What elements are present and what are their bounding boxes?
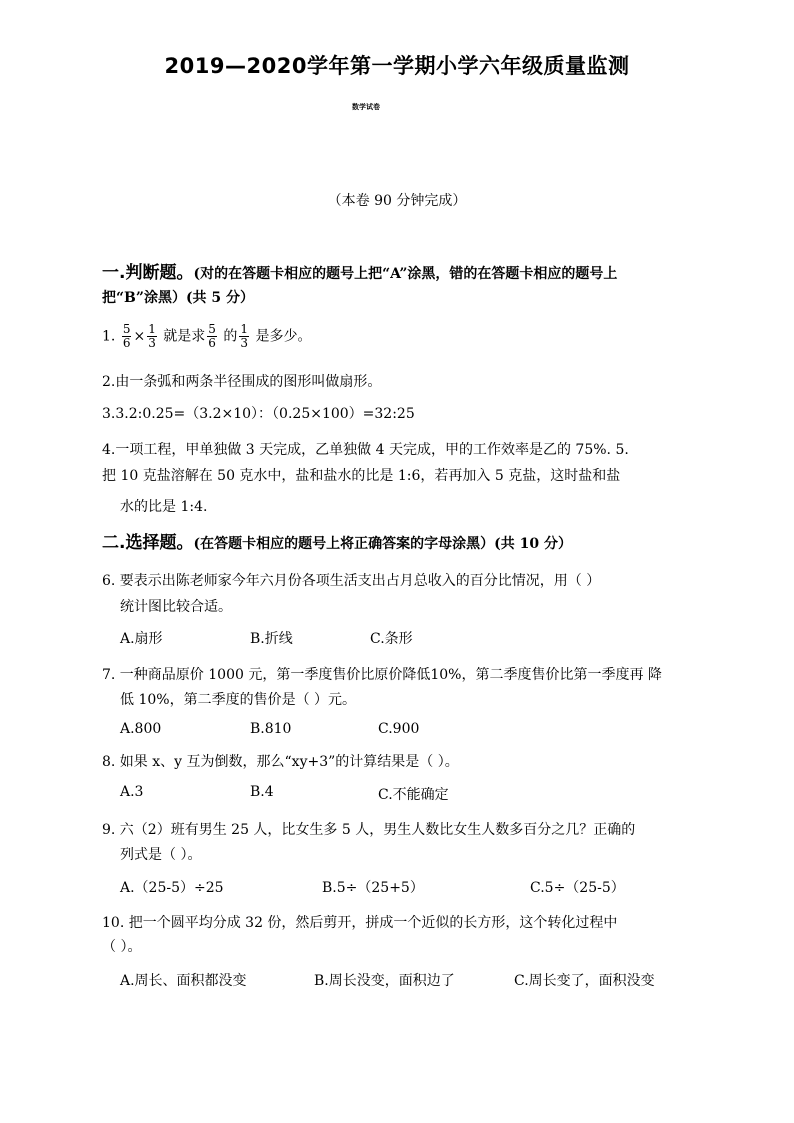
q9-option-c: C.5÷（25-5） xyxy=(530,880,625,896)
q1-mid-text: 就是求 xyxy=(163,328,206,345)
section2-heading xyxy=(102,528,572,553)
section1-heading xyxy=(102,258,617,283)
q6-option-b: B.折线 xyxy=(250,631,293,647)
q7-option-c: C.900 xyxy=(378,721,420,737)
section1-note-line2: 把“B”涂黑）(共 5 分） xyxy=(102,290,255,306)
question-6-line2: 统计图比较合适。 xyxy=(120,599,232,615)
q6-option-c: C.条形 xyxy=(370,631,413,647)
question-7-line2: 低 10%，第二季度的售价是（ ）元。 xyxy=(120,692,357,708)
q8-option-c: C.不能确定 xyxy=(378,787,449,803)
question-4-line1: 4.一项工程，甲单独做 3 天完成，乙单独做 4 天完成，甲的工作效率是乙的 75%. 5. xyxy=(102,442,629,458)
question-6-line1: 6. 要表示出陈老师家今年六月份各项生活支出占月总收入的百分比情况，用（ ） xyxy=(102,573,601,589)
section1-note: (对的在答题卡相应的题号上把“A”涂黑，错的在答题卡相应的题号上 xyxy=(193,266,618,282)
fraction-5-6-b: $\frac{5}{6}$ xyxy=(208,322,216,350)
q7-option-a: A.800 xyxy=(120,721,162,737)
question-1 xyxy=(102,323,311,350)
q10-option-c: C.周长变了，面积没变 xyxy=(514,973,655,989)
q8-option-b: B.4 xyxy=(250,784,274,800)
section2-number: 二.选择题。 xyxy=(102,533,194,553)
question-3: 3.3.2:0.25=（3.2×10）：（0.25×100）=32:25 xyxy=(102,406,415,422)
q7-option-b: B.810 xyxy=(250,721,292,737)
q10-option-a: A.周长、面积都没变 xyxy=(120,973,247,989)
exam-title: 2019—2020学年第一学期小学六年级质量监测 xyxy=(164,54,630,78)
exam-subtitle: 数学试卷 xyxy=(352,103,380,111)
question-9-line2: 列式是（ ）。 xyxy=(120,847,202,863)
q1-de: 的 xyxy=(223,328,238,345)
q6-option-a: A.扇形 xyxy=(120,631,163,647)
section1-number: 一.判断题。 xyxy=(102,263,194,283)
question-5-line2: 水的比是 1:4. xyxy=(120,499,208,515)
fraction-1-3: $\frac{1}{3}$ xyxy=(148,322,156,350)
q1-prefix: 1. xyxy=(102,328,116,345)
section2-note: (在答题卡相应的题号上将正确答案的字母涂黑）(共 10 分） xyxy=(193,536,572,552)
q9-option-b: B.5÷（25+5） xyxy=(322,880,424,896)
question-5-line1: 把 10 克盐溶解在 50 克水中，盐和盐水的比是 1:6，若再加入 5 克盐，这时盐和盐 xyxy=(102,468,621,484)
fraction-5-6: $\frac{5}{6}$ xyxy=(122,322,131,350)
question-2: 2.由一条弧和两条半径围成的图形叫做扇形。 xyxy=(102,374,382,390)
question-7-line1: 7. 一种商品原价 1000 元，第一季度售价比原价降低10%，第二季度售价比第一季度再 降 xyxy=(102,667,662,683)
fraction-1-3-b: $\frac{1}{3}$ xyxy=(240,322,249,350)
question-10-line1: 10. 把一个圆平均分成 32 份，然后剪开，拼成一个近似的长方形，这个转化过程中 xyxy=(102,915,618,931)
question-9-line1: 9. 六（2）班有男生 25 人，比女生多 5 人，男生人数比女生人数多百分之几？正确的 xyxy=(102,822,636,838)
time-note: （本卷 90 分钟完成） xyxy=(327,193,467,209)
q9-option-a: A.（25-5）÷25 xyxy=(120,880,224,896)
q1-suffix: 是多少。 xyxy=(255,328,312,345)
question-10-line2: （ ）。 xyxy=(102,939,142,955)
q8-option-a: A.3 xyxy=(120,784,144,800)
times-sign: × xyxy=(133,328,146,345)
question-8-line1: 8. 如果 x、y 互为倒数，那么“xy+3”的计算结果是（ ）。 xyxy=(102,754,459,770)
q10-option-b: B.周长没变，面积边了 xyxy=(314,973,455,989)
section1-heading-cont xyxy=(102,287,254,307)
